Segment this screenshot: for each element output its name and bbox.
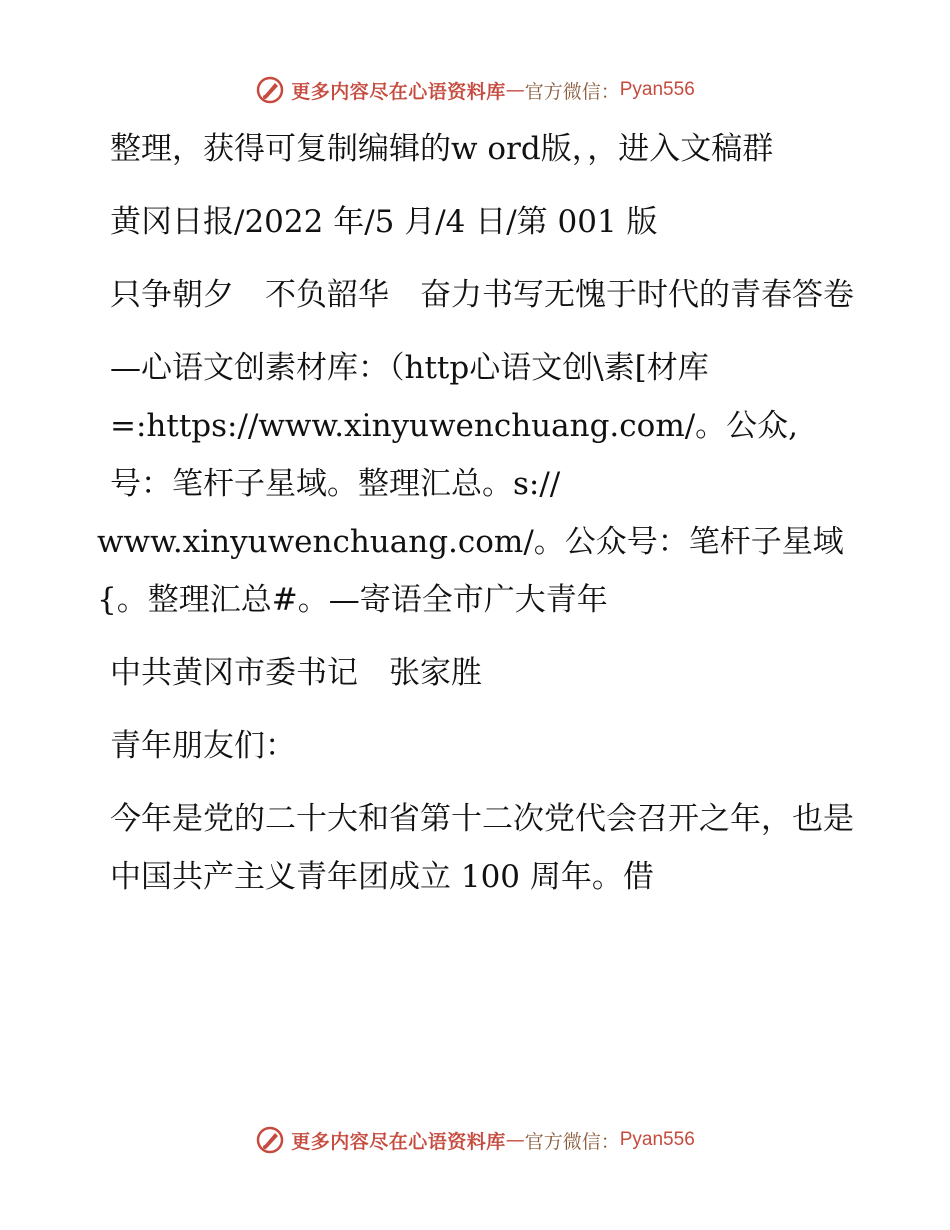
banner-main-text: 更多内容尽在心语资料库 [291,1130,506,1153]
banner-wechat-label: 官方微信： [524,80,620,103]
paragraph-body: 今年是党的二十大和省第十二次党代会召开之年，也是中国共产主义青年团成立 100 周年。借 [110,801,854,895]
footer-banner [0,1120,950,1160]
banner-main-text: 更多内容尽在心语资料库 [291,80,506,103]
banner-wechat-label: 官方微信： [524,1130,620,1153]
banner-separator: — [505,79,525,101]
paragraph-subtitle-part2: www.xinyuwenchuang.com/。公众号：笔杆子星域{。整理汇总#。—寄语全市广大青年 [97,524,844,618]
paragraph-subtitle-part1: —心语文创素材库：（http心语文创\素[材库=:https://www.xinyuwenchuang.com/。公众,号：笔杆子星域。整理汇总。s:// [110,350,799,502]
banner-separator: — [505,1129,525,1151]
paragraph-source: 黄冈日报/2022 年/5 月/4 日/第 001 版 [110,204,658,240]
paragraph-salutation: 青年朋友们： [110,728,296,764]
banner-wechat-id: Pyan556 [619,1129,695,1150]
pen-logo-icon [255,1125,285,1155]
article-title: 只争朝夕 不负韶华 奋力书写无愧于时代的青春答卷 [110,277,854,313]
paragraph-intro: 整理，获得可复制编辑的w ord版，，进入文稿群 [110,131,774,167]
header-banner [0,70,950,110]
banner-wechat-id: Pyan556 [619,79,695,100]
paragraph-author: 中共黄冈市委书记 张家胜 [110,655,482,691]
document-body [97,120,857,921]
pen-logo-icon [255,75,285,105]
